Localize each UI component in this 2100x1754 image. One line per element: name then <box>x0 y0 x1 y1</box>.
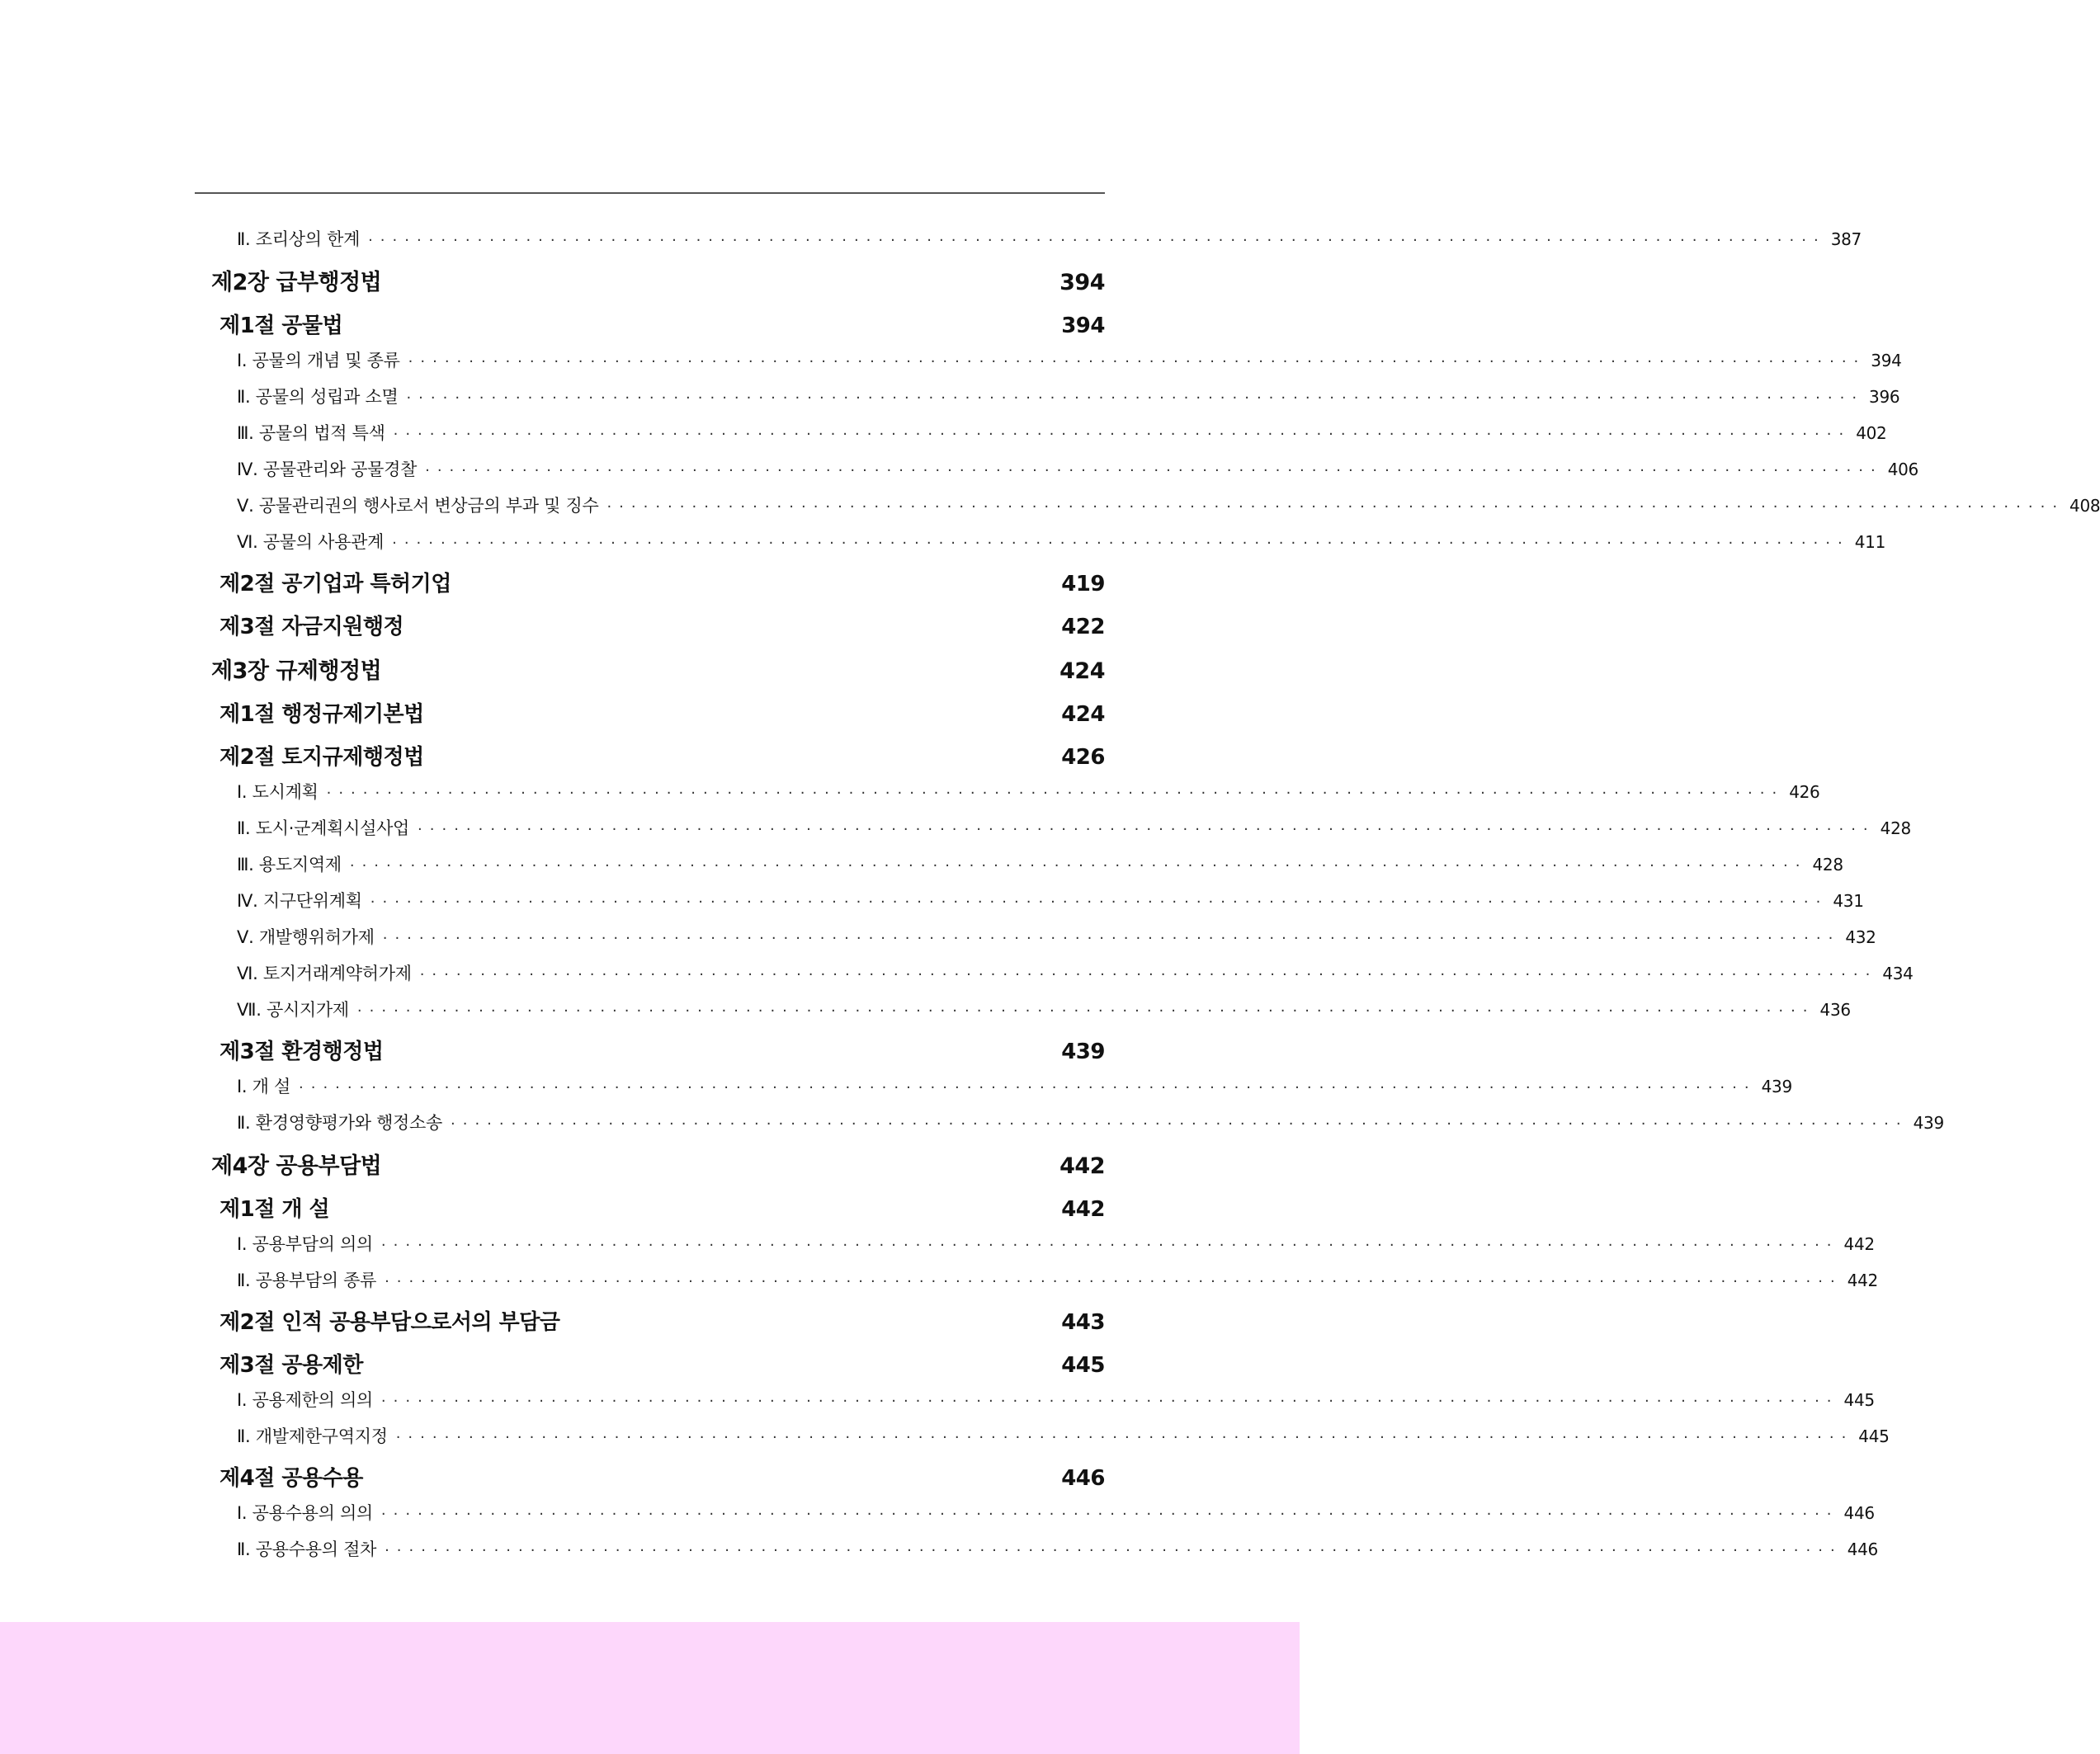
toc-section-row <box>211 743 1105 771</box>
toc-item-row <box>211 1233 1875 1257</box>
toc-section-title: 제3절 환경행정법 <box>219 1040 384 1064</box>
toc-dot-leader: ························································································································ <box>299 1079 1757 1096</box>
toc-page-number: 445 <box>1843 1390 1875 1410</box>
toc-section-title: 제4절 공용수용 <box>219 1466 363 1491</box>
toc-item-title: Ⅲ. 용도지역제 <box>237 855 342 875</box>
toc-item-title: Ⅱ. 공용수용의 절차 <box>237 1539 377 1559</box>
toc-item-row <box>211 494 2100 519</box>
toc-dot-leader: ························································································································ <box>382 930 1841 947</box>
toc-page-number: 406 <box>1887 460 1918 479</box>
toc-page-number: 446 <box>1843 1503 1875 1523</box>
toc-chapter-title: 제3장 규제행정법 <box>211 658 382 684</box>
toc-section-title: 제3절 자금지원행정 <box>219 615 404 639</box>
toc-chapter-title: 제4장 공용부담법 <box>211 1153 382 1179</box>
toc-item-row <box>211 1502 1875 1526</box>
toc-page-number: 439 <box>1761 1077 1792 1096</box>
toc-page-number: 424 <box>1061 702 1105 727</box>
toc-dot-leader: ························································································································ <box>368 232 1826 249</box>
toc-item-row <box>211 962 1914 987</box>
toc-page-number: 439 <box>1913 1113 1944 1133</box>
toc-item-row <box>211 817 1911 842</box>
toc-section-row <box>211 1195 1105 1224</box>
toc-item-title: Ⅰ. 공용제한의 의의 <box>237 1390 373 1410</box>
toc-item-title: Ⅰ. 공물의 개념 및 종류 <box>237 351 400 370</box>
toc-item-row <box>211 422 1887 446</box>
toc-item-row <box>211 385 1900 410</box>
toc-dot-leader: ························································································································ <box>392 535 1850 552</box>
toc-page-number: 402 <box>1856 423 1887 443</box>
toc-dot-leader: ························································································································ <box>393 426 1852 443</box>
toc-page-number: 442 <box>1847 1271 1878 1290</box>
toc-item-title: Ⅲ. 공물의 법적 특색 <box>237 423 385 443</box>
toc-section-title: 제2절 토지규제행정법 <box>219 745 424 770</box>
toc-item-title: Ⅳ. 지구단위계획 <box>237 891 362 911</box>
toc-page-number: 431 <box>1833 891 1864 911</box>
toc-section-row <box>211 1351 1105 1379</box>
toc-item-title: Ⅶ. 공시지가제 <box>237 1000 349 1020</box>
toc-item-row <box>211 1538 1878 1563</box>
toc-page-number: 434 <box>1882 964 1914 983</box>
toc-item-title: Ⅰ. 개 설 <box>237 1077 290 1096</box>
toc-dot-leader: ························································································································ <box>419 966 1878 983</box>
toc-dot-leader: ························································································································ <box>418 821 1876 838</box>
toc-item-row <box>211 1425 1890 1450</box>
toc-item-title: Ⅴ. 개발행위허가제 <box>237 927 375 947</box>
toc-section-row <box>211 700 1105 728</box>
toc-page-number: 432 <box>1845 927 1876 947</box>
toc-dot-leader: ························································································································ <box>380 1393 1839 1410</box>
toc-page-number: 446 <box>1061 1466 1105 1491</box>
toc-item-row <box>211 458 1918 483</box>
toc-dot-leader: ························································································································ <box>408 353 1866 370</box>
toc-page-number: 426 <box>1789 782 1820 802</box>
toc-section-row <box>211 570 1105 598</box>
toc-chapter-row <box>211 1153 1105 1181</box>
toc-item-row <box>211 228 1862 252</box>
toc-dot-leader: ························································································································ <box>385 1273 1843 1290</box>
toc-section-title: 제2절 공기업과 특허기업 <box>219 572 451 596</box>
toc-item-row <box>211 1075 1792 1100</box>
toc-item-title: Ⅰ. 공용부담의 의의 <box>237 1234 373 1254</box>
toc-item-title: Ⅱ. 환경영향평가와 행정소송 <box>237 1113 443 1133</box>
toc-item-row <box>211 780 1820 805</box>
toc-item-title: Ⅰ. 도시계획 <box>237 782 319 802</box>
toc-dot-leader: ························································································································ <box>395 1429 1854 1446</box>
toc-section-title: 제1절 행정규제기본법 <box>219 702 424 727</box>
toc-dot-leader: ························································································································ <box>425 462 1883 479</box>
toc-chapter-row <box>211 658 1105 686</box>
toc-item-title: Ⅱ. 공물의 성립과 소멸 <box>237 387 399 407</box>
toc-item-title: Ⅰ. 공용수용의 의의 <box>237 1503 373 1523</box>
toc-page-number: 396 <box>1869 387 1900 407</box>
toc-dot-leader: ························································································································ <box>370 894 1829 911</box>
toc-item-row <box>211 889 1864 914</box>
toc-item-row <box>211 1389 1875 1413</box>
toc-page-number: 439 <box>1061 1040 1105 1064</box>
toc-page-number: 394 <box>1061 314 1105 338</box>
toc-dot-leader: ························································································································ <box>349 857 1808 875</box>
toc-page-number: 408 <box>2069 496 2100 516</box>
toc-section-row <box>211 613 1105 641</box>
toc-chapter-row <box>211 269 1105 297</box>
toc-page-number: 442 <box>1059 1153 1105 1179</box>
toc-page-number: 394 <box>1059 270 1105 295</box>
toc-section-row <box>211 1308 1105 1337</box>
table-of-contents <box>211 228 2100 1563</box>
toc-item-title: Ⅵ. 토지거래계약허가제 <box>237 964 412 983</box>
toc-page-number: 426 <box>1061 745 1105 770</box>
toc-section-row <box>211 1464 1105 1492</box>
toc-page-number: 436 <box>1819 1000 1851 1020</box>
toc-item-title: Ⅱ. 공용부담의 종류 <box>237 1271 377 1290</box>
toc-page-number: 428 <box>1812 855 1843 875</box>
toc-page-number: 442 <box>1843 1234 1875 1254</box>
toc-item-row <box>211 853 1843 878</box>
toc-page-number: 443 <box>1061 1310 1105 1335</box>
toc-dot-leader: ························································································································ <box>380 1506 1839 1523</box>
toc-item-row <box>211 349 1902 374</box>
toc-section-row <box>211 1038 1105 1066</box>
toc-item-title: Ⅵ. 공물의 사용관계 <box>237 532 385 552</box>
toc-item-title: Ⅱ. 조리상의 한계 <box>237 229 361 249</box>
toc-page-number: 411 <box>1854 532 1885 552</box>
toc-item-row <box>211 998 1851 1023</box>
toc-page-number: 442 <box>1061 1197 1105 1222</box>
toc-item-title: Ⅱ. 개발제한구역지정 <box>237 1426 388 1446</box>
toc-page-number: 445 <box>1061 1353 1105 1378</box>
toc-page-number: 428 <box>1880 818 1911 838</box>
toc-dot-leader: ························································································································ <box>385 1542 1843 1559</box>
footer-band <box>0 1622 1300 1754</box>
toc-page-number: 387 <box>1830 229 1862 249</box>
toc-item-title: Ⅳ. 공물관리와 공물경찰 <box>237 460 418 479</box>
toc-page-number: 422 <box>1061 615 1105 639</box>
header-rule <box>195 192 1105 194</box>
toc-item-row <box>211 1269 1878 1294</box>
toc-section-title: 제2절 인적 공용부담으로서의 부담금 <box>219 1310 560 1335</box>
toc-page-number: 394 <box>1871 351 1902 370</box>
toc-page-number: 424 <box>1059 658 1105 684</box>
toc-section-title: 제1절 공물법 <box>219 314 343 338</box>
toc-dot-leader: ························································································································ <box>356 1002 1815 1020</box>
toc-item-row <box>211 530 1885 555</box>
toc-dot-leader: ························································································································ <box>606 498 2065 516</box>
toc-item-title: Ⅱ. 도시·군계획시설사업 <box>237 818 410 838</box>
toc-page-number: 446 <box>1847 1539 1878 1559</box>
toc-section-title: 제1절 개 설 <box>219 1197 330 1222</box>
toc-page-number: 445 <box>1858 1426 1890 1446</box>
toc-dot-leader: ························································································································ <box>380 1237 1839 1254</box>
toc-dot-leader: ························································································································ <box>451 1115 1909 1133</box>
toc-section-row <box>211 312 1105 340</box>
toc-item-title: Ⅴ. 공물관리권의 행사로서 변상금의 부과 및 징수 <box>237 496 599 516</box>
toc-item-row <box>211 926 1876 950</box>
toc-page-number: 419 <box>1061 572 1105 596</box>
toc-dot-leader: ························································································································ <box>326 785 1785 802</box>
toc-chapter-title: 제2장 급부행정법 <box>211 270 382 295</box>
toc-dot-leader: ························································································································ <box>406 389 1865 407</box>
toc-item-row <box>211 1111 1944 1136</box>
toc-section-title: 제3절 공용제한 <box>219 1353 363 1378</box>
